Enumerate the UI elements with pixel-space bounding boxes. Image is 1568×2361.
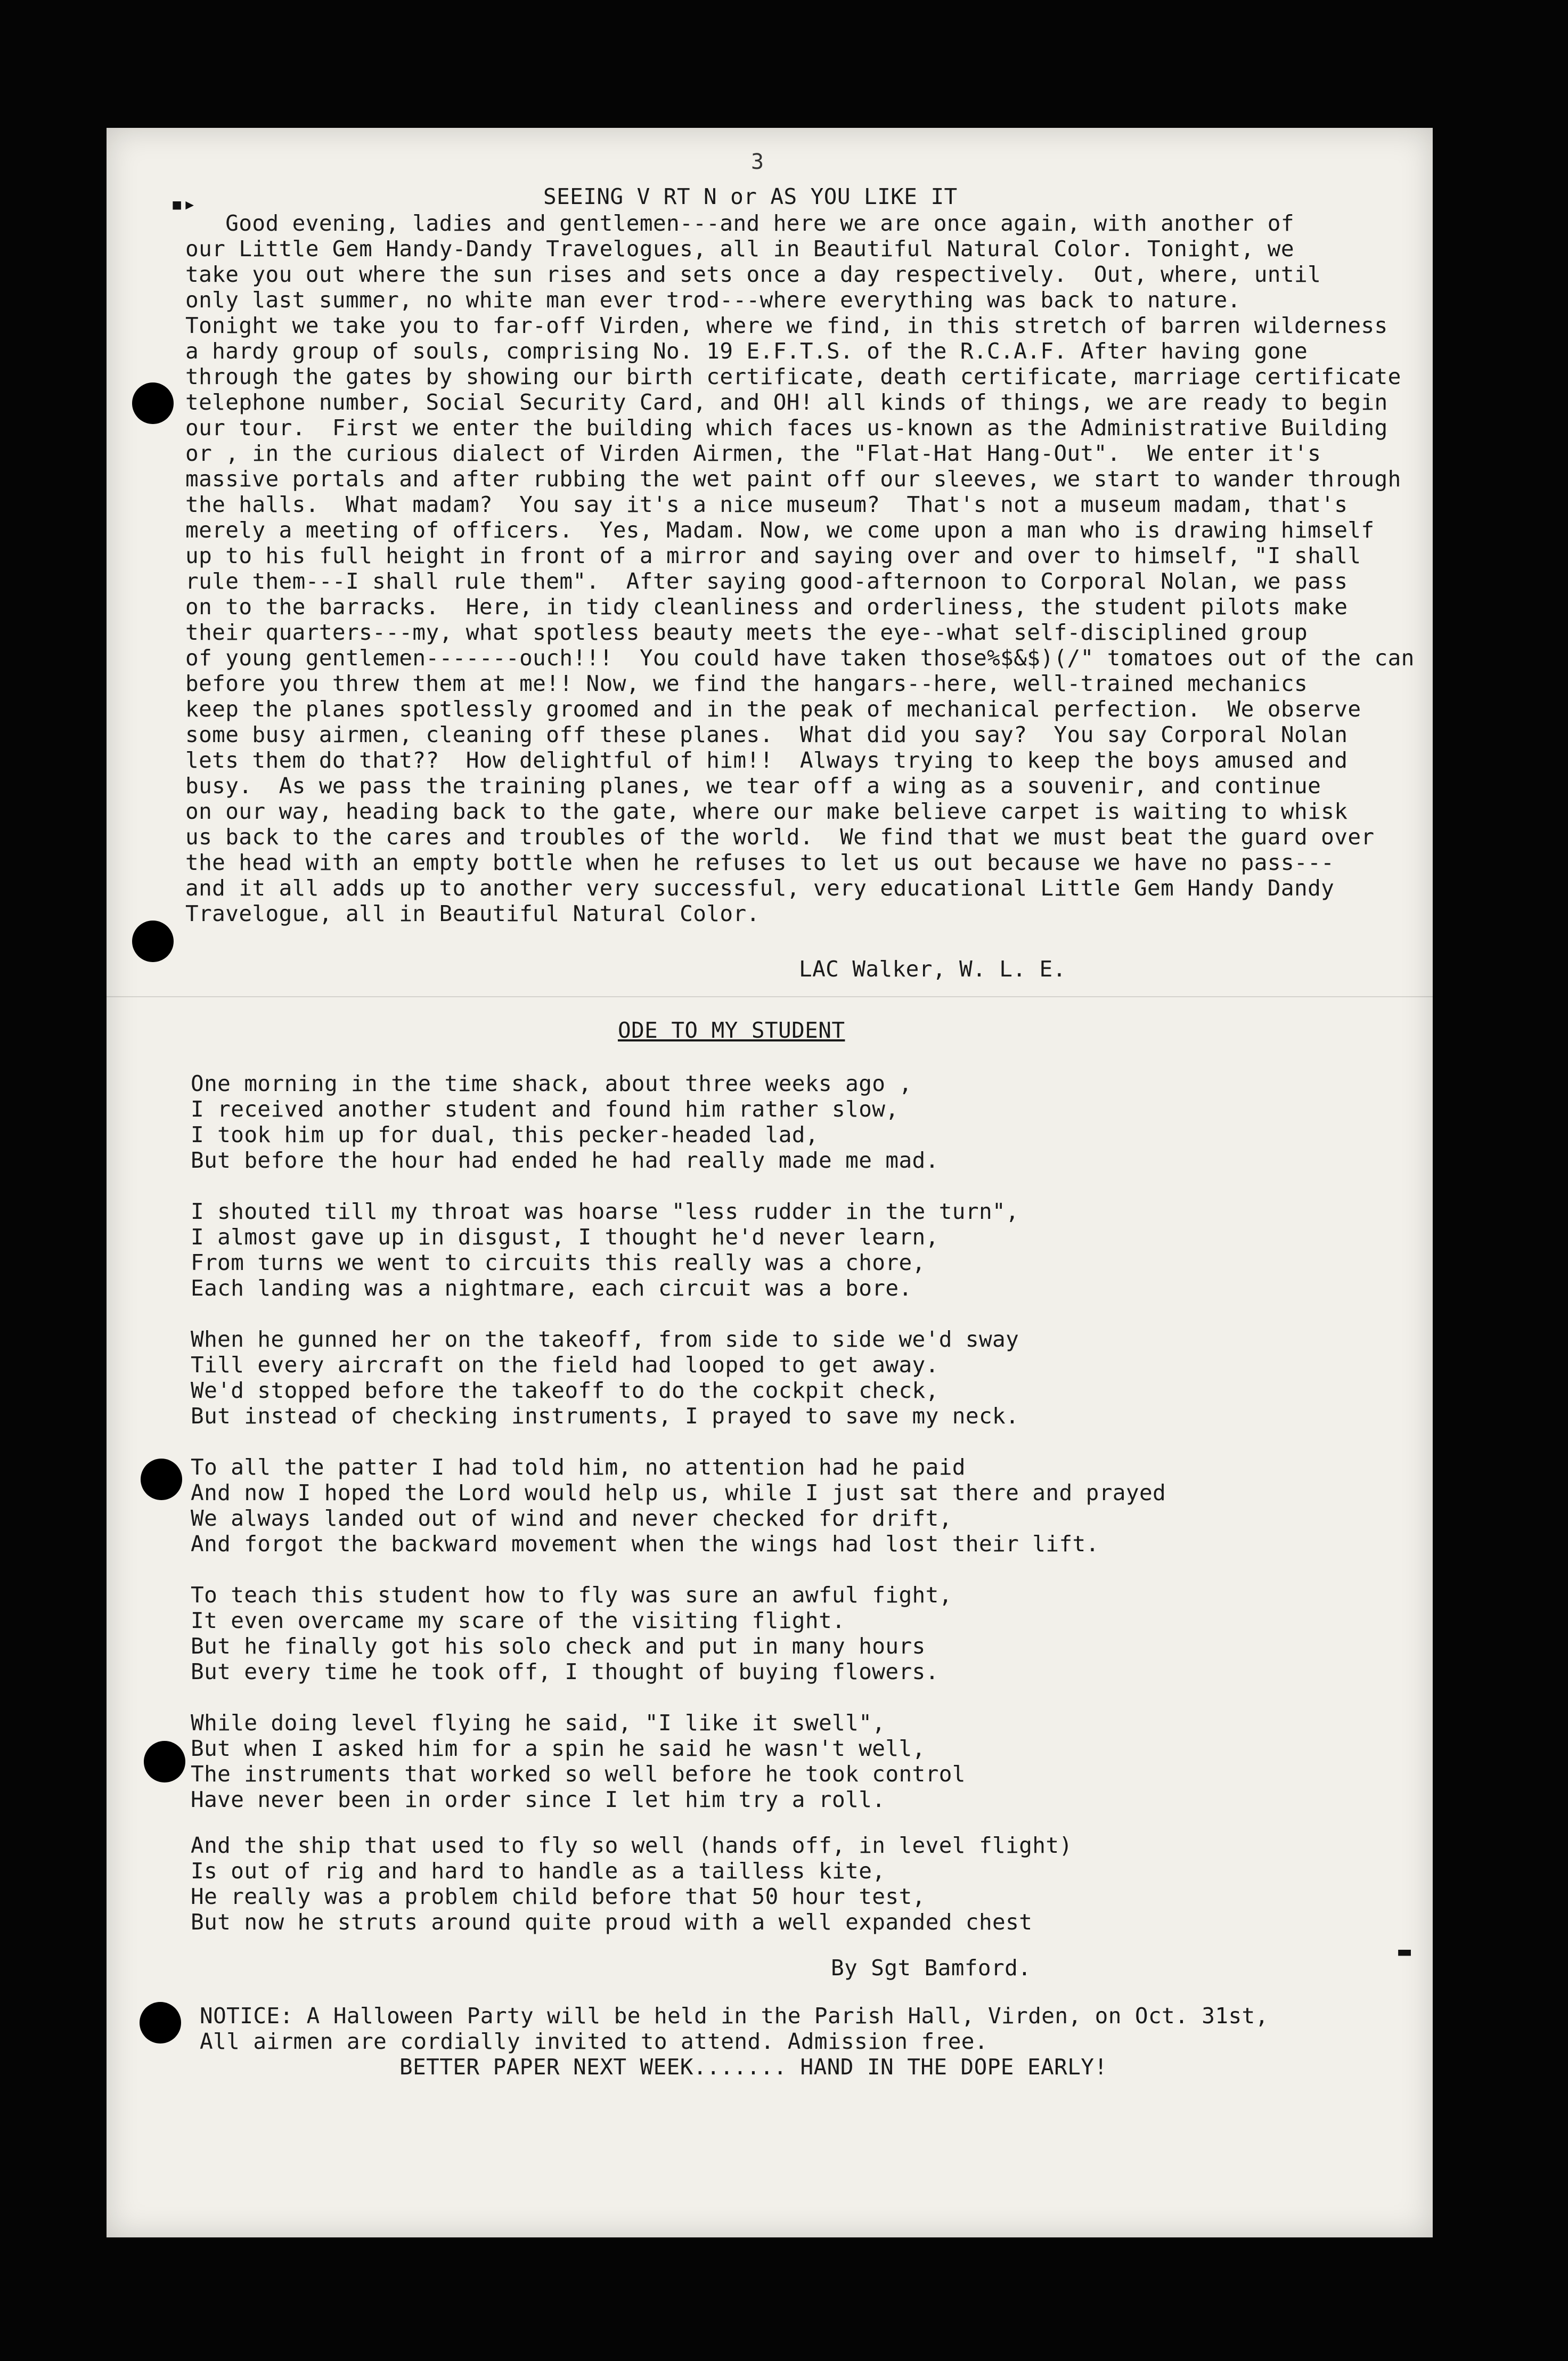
article-line: Good evening, ladies and gentlemen---and here we are once again, with another of [185, 210, 1294, 236]
article-line: keep the planes spotlessly groomed and in the peak of mechanical perfection. We observe [185, 696, 1361, 722]
poem-stanza-5 [191, 1582, 952, 1684]
page-number: 3 [751, 150, 764, 174]
article-line: on to the barracks. Here, in tidy cleanliness and orderliness, the student pilots make [185, 594, 1348, 620]
article-line: Travelogue, all in Beautiful Natural Color. [185, 901, 760, 926]
halloween-notice [200, 2003, 1269, 2054]
article-title: SEEING V RT N or AS YOU LIKE IT [543, 184, 958, 209]
article-line: lets them do that?? How delightful of him!! Always trying to keep the boys amused and [185, 747, 1348, 773]
poem-line: The instruments that worked so well before he took control [191, 1761, 966, 1787]
punch-hole-2 [132, 921, 174, 962]
poem-line: It even overcame my scare of the visiting flight. [191, 1608, 846, 1633]
poem-line: One morning in the time shack, about three weeks ago , [191, 1071, 912, 1096]
article-line: our Little Gem Handy-Dandy Travelogues, all in Beautiful Natural Color. Tonight, we [185, 236, 1294, 262]
corner-smudge-mark: ▪​▸ [170, 192, 197, 216]
article-line: massive portals and after rubbing the wet paint off our sleeves, we start to wander through [185, 466, 1401, 492]
punch-hole-1 [132, 382, 174, 424]
article-line: the halls. What madam? You say it's a nice museum? That's not a museum madam, that's [185, 492, 1348, 517]
article-line: before you threw them at me!! Now, we find the hangars--here, well-trained mechanics [185, 671, 1308, 696]
notice-line: NOTICE: A Halloween Party will be held in the Parish Hall, Virden, on Oct. 31st, [200, 2003, 1269, 2029]
poem-line: But he finally got his solo check and put in many hours [191, 1633, 926, 1659]
poem-stanza-6 [191, 1710, 966, 1812]
poem-line: Each landing was a nightmare, each circuit was a bore. [191, 1275, 912, 1301]
poem-title: ODE TO MY STUDENT [618, 1017, 845, 1043]
article-line: our tour. First we enter the building which faces us-known as the Administrative Building [185, 415, 1388, 441]
article-line: a hardy group of souls, comprising No. 19 E.F.T.S. of the R.C.A.F. After having gone [185, 338, 1308, 364]
poem-line: And now I hoped the Lord would help us, while I just sat there and prayed [191, 1480, 1166, 1505]
poem-line: And forgot the backward movement when the wings had lost their lift. [191, 1531, 1099, 1557]
poem-stanza-1 [191, 1071, 939, 1173]
article-line: some busy airmen, cleaning off these planes. What did you say? You say Corporal Nolan [185, 722, 1348, 747]
right-margin-mark: ▬ [1398, 1939, 1411, 1964]
poem-line: While doing level flying he said, "I like it swell", [191, 1710, 886, 1736]
poem-line: I shouted till my throat was hoarse "less rudder in the turn", [191, 1199, 1019, 1224]
poem-line: We'd stopped before the takeoff to do the cockpit check, [191, 1378, 939, 1403]
poem-stanza-2 [191, 1199, 1019, 1301]
article-line: their quarters---my, what spotless beauty meets the eye--what self-disciplined group [185, 620, 1308, 645]
article-body [185, 210, 1415, 926]
poem-byline: By Sgt Bamford. [831, 1955, 1032, 1981]
article-line: or , in the curious dialect of Virden Airmen, the "Flat-Hat Hang-Out". We enter it's [185, 441, 1321, 466]
poem-line: I took him up for dual, this pecker-headed lad, [191, 1122, 819, 1147]
article-line: rule them---I shall rule them". After saying good-afternoon to Corporal Nolan, we pass [185, 568, 1348, 594]
poem-line: But when I asked him for a spin he said he wasn't well, [191, 1736, 926, 1761]
poem-line: But instead of checking instruments, I prayed to save my neck. [191, 1403, 1019, 1429]
poem-line: To teach this student how to fly was sure an awful fight, [191, 1582, 952, 1608]
punch-hole-4 [144, 1741, 185, 1782]
article-line: through the gates by showing our birth certificate, death certificate, marriage certificate [185, 364, 1401, 389]
article-line: on our way, heading back to the gate, where our make believe carpet is waiting to whisk [185, 799, 1348, 824]
poem-line: From turns we went to circuits this really was a chore, [191, 1250, 926, 1275]
poem-line: Have never been in order since I let him try a roll. [191, 1787, 886, 1812]
article-line: only last summer, no white man ever trod---where everything was back to nature. [185, 287, 1241, 313]
poem-line: We always landed out of wind and never checked for drift, [191, 1505, 952, 1531]
punch-hole-5 [140, 2002, 181, 2044]
poem-line: But every time he took off, I thought of buying flowers. [191, 1659, 939, 1684]
article-line: of young gentlemen-------ouch!!! You could have taken those%$&$)(/" tomatoes out of the can [185, 645, 1415, 671]
poem-stanza-7 [191, 1833, 1073, 1935]
article-line: us back to the cares and troubles of the world. We find that we must beat the guard over [185, 824, 1375, 850]
poem-line: I received another student and found him rather slow, [191, 1096, 899, 1122]
article-line: telephone number, Social Security Card, and OH! all kinds of things, we are ready to begin [185, 389, 1388, 415]
poem-line: Is out of rig and hard to handle as a tailless kite, [191, 1858, 886, 1884]
article-line: busy. As we pass the training planes, we tear off a wing as a souvenir, and continue [185, 773, 1321, 799]
typewritten-page [107, 128, 1433, 2237]
punch-hole-3 [141, 1459, 182, 1500]
article-line: Tonight we take you to far-off Virden, where we find, in this stretch of barren wilderness [185, 313, 1388, 338]
poem-stanza-3 [191, 1326, 1019, 1429]
article-line: merely a meeting of officers. Yes, Madam. Now, we come upon a man who is drawing himself [185, 517, 1375, 543]
poem-line: But now he struts around quite proud with a well expanded chest [191, 1909, 1033, 1935]
closing-reminder: BETTER PAPER NEXT WEEK....... HAND IN THE DOPE EARLY! [399, 2054, 1108, 2080]
poem-line: And the ship that used to fly so well (hands off, in level flight) [191, 1833, 1073, 1858]
article-line: take you out where the sun rises and sets once a day respectively. Out, where, until [185, 262, 1321, 287]
poem-line: To all the patter I had told him, no attention had he paid [191, 1454, 966, 1480]
poem-line: Till every aircraft on the field had looped to get away. [191, 1352, 939, 1378]
poem-line: But before the hour had ended he had really made me mad. [191, 1147, 939, 1173]
article-line: the head with an empty bottle when he refuses to let us out because we have no pass--- [185, 850, 1335, 875]
article-line: up to his full height in front of a mirror and saying over and over to himself, "I shall [185, 543, 1361, 568]
article-byline: LAC Walker, W. L. E. [799, 956, 1066, 982]
poem-line: I almost gave up in disgust, I thought he'd never learn, [191, 1224, 939, 1250]
poem-line: He really was a problem child before that 50 hour test, [191, 1884, 926, 1909]
section-divider [107, 996, 1433, 997]
article-line: and it all adds up to another very successful, very educational Little Gem Handy Dandy [185, 875, 1335, 901]
poem-line: When he gunned her on the takeoff, from side to side we'd sway [191, 1326, 1019, 1352]
poem-stanza-4 [191, 1454, 1166, 1557]
notice-line: All airmen are cordially invited to attend. Admission free. [200, 2029, 988, 2054]
